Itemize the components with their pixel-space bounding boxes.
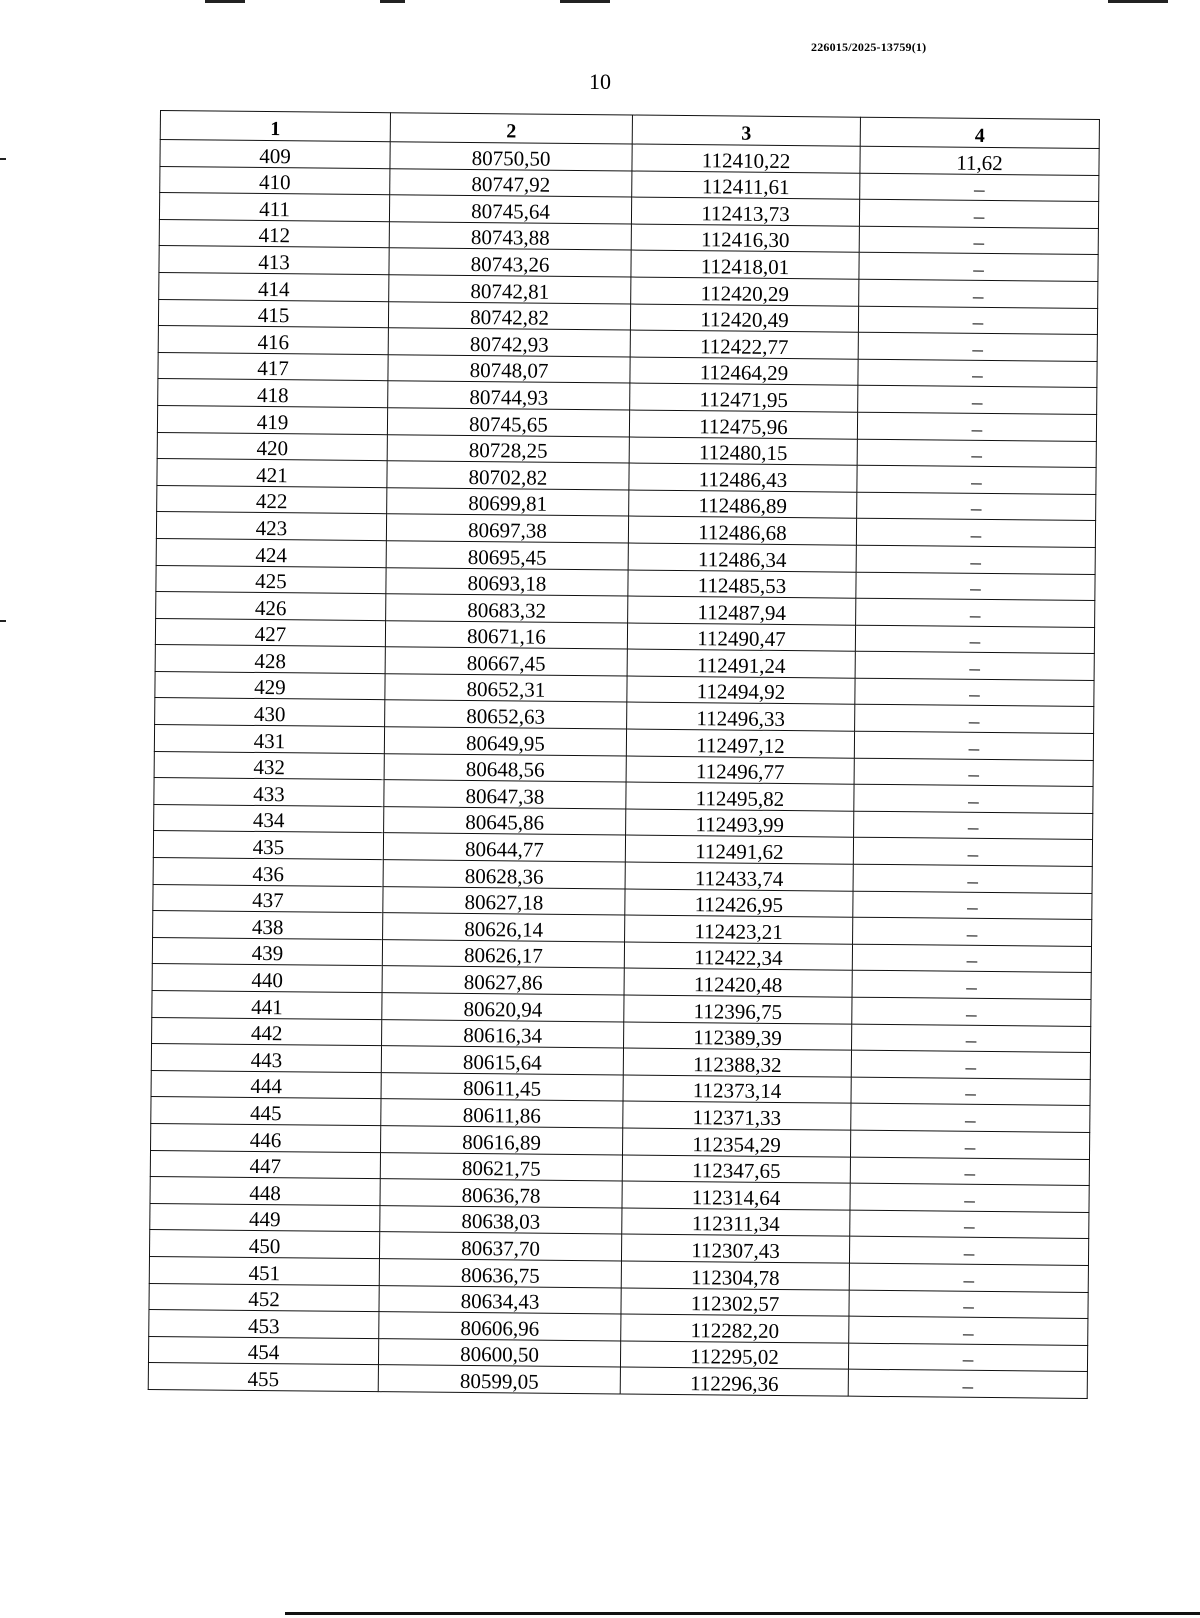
table-cell: 423 xyxy=(156,512,386,541)
table-cell: 80742,81 xyxy=(389,275,631,304)
table-cell: 430 xyxy=(155,698,385,727)
table-cell: 80647,38 xyxy=(384,780,626,809)
table-cell: 433 xyxy=(154,778,384,807)
table-cell: – xyxy=(857,465,1096,494)
table-cell: 80644,77 xyxy=(383,833,625,862)
table-cell: – xyxy=(856,519,1095,548)
table-cell: – xyxy=(855,678,1094,707)
table-cell: – xyxy=(854,758,1093,787)
table-cell: 80667,45 xyxy=(385,647,627,676)
table-cell: 439 xyxy=(152,937,382,966)
table-cell: 431 xyxy=(154,725,384,754)
table-cell: 112486,68 xyxy=(628,516,856,545)
table-cell: 112296,36 xyxy=(620,1367,848,1396)
table-cell: 417 xyxy=(158,352,388,381)
table-cell: – xyxy=(858,386,1097,415)
table-cell: 80636,78 xyxy=(380,1179,622,1208)
table-cell: 112411,61 xyxy=(632,171,860,200)
table-cell: 112388,32 xyxy=(623,1048,851,1077)
table-cell: 80745,64 xyxy=(389,195,631,224)
table-cell: 422 xyxy=(157,485,387,514)
table-cell: 80634,43 xyxy=(379,1285,621,1314)
table-cell: 412 xyxy=(159,219,389,248)
table-cell: 453 xyxy=(149,1310,379,1339)
table-cell: 112295,02 xyxy=(620,1341,848,1370)
table-cell: – xyxy=(852,971,1091,1000)
table-cell: – xyxy=(859,279,1098,308)
table-cell: 80745,65 xyxy=(387,408,629,437)
table-cell: 112418,01 xyxy=(631,250,859,279)
table-cell: 419 xyxy=(157,405,387,434)
table-cell: 80606,96 xyxy=(379,1312,621,1341)
scan-mark xyxy=(0,620,6,622)
table-cell: – xyxy=(848,1343,1087,1372)
table-cell: 11,62 xyxy=(860,146,1099,175)
table-cell: 112389,39 xyxy=(624,1022,852,1051)
table-cell: 112496,33 xyxy=(627,702,855,731)
table-cell: 80616,34 xyxy=(382,1019,624,1048)
column-header: 1 xyxy=(160,111,390,142)
table-cell: 428 xyxy=(155,645,385,674)
table-cell: 413 xyxy=(159,246,389,275)
table-cell: 80671,16 xyxy=(385,620,627,649)
table-cell: – xyxy=(850,1157,1089,1186)
table-cell: 436 xyxy=(153,858,383,887)
table-cell: 80743,26 xyxy=(389,248,631,277)
table-cell: 80615,64 xyxy=(381,1046,623,1075)
table-cell: – xyxy=(856,545,1095,574)
table-cell: 112491,62 xyxy=(625,835,853,864)
table-cell: 80611,86 xyxy=(381,1099,623,1128)
table-cell: 80636,75 xyxy=(379,1259,621,1288)
table-cell: 112480,15 xyxy=(629,437,857,466)
table-cell: 112426,95 xyxy=(625,889,853,918)
table-cell: 432 xyxy=(154,751,384,780)
table-cell: 112423,21 xyxy=(625,915,853,944)
table-cell: – xyxy=(855,705,1094,734)
table-cell: 80637,70 xyxy=(379,1232,621,1261)
table-cell: – xyxy=(860,173,1099,202)
table-cell: 112420,48 xyxy=(624,968,852,997)
table-cell: – xyxy=(859,226,1098,255)
table-cell: – xyxy=(855,651,1094,680)
table-cell: 80645,86 xyxy=(384,807,626,836)
table-cell: – xyxy=(857,412,1096,441)
table-cell: 80652,63 xyxy=(385,700,627,729)
table-cell: 80638,03 xyxy=(380,1205,622,1234)
table-cell: 437 xyxy=(153,884,383,913)
table-cell: – xyxy=(853,917,1092,946)
table-cell: – xyxy=(852,997,1091,1026)
table-cell: 80621,75 xyxy=(380,1152,622,1181)
table-cell: 80742,82 xyxy=(388,301,630,330)
table-cell: 418 xyxy=(158,379,388,408)
table-cell: 80652,31 xyxy=(385,674,627,703)
table-cell: 426 xyxy=(156,592,386,621)
table-cell: 112485,53 xyxy=(628,570,856,599)
table-cell: 112433,74 xyxy=(625,862,853,891)
table-cell: 112422,77 xyxy=(630,330,858,359)
table-cell: 112487,94 xyxy=(628,596,856,625)
table-cell: 435 xyxy=(153,831,383,860)
table-cell: 420 xyxy=(157,432,387,461)
table-cell: – xyxy=(854,784,1093,813)
table-cell: 80747,92 xyxy=(390,168,632,197)
table-cell: – xyxy=(858,306,1097,335)
table-cell: 455 xyxy=(148,1363,378,1392)
table-cell: 443 xyxy=(151,1044,381,1073)
table-cell: 451 xyxy=(149,1256,379,1285)
table-cell: 112420,49 xyxy=(630,304,858,333)
table-cell: 445 xyxy=(151,1097,381,1126)
table-cell: – xyxy=(859,199,1098,228)
table-cell: 112490,47 xyxy=(627,623,855,652)
top-scan-edge xyxy=(0,0,1200,4)
table-cell: 80626,17 xyxy=(382,939,624,968)
table-cell: 452 xyxy=(149,1283,379,1312)
table-cell: 112413,73 xyxy=(631,197,859,226)
table-cell: 112347,65 xyxy=(622,1155,850,1184)
table-cell: 112373,14 xyxy=(623,1075,851,1104)
table-cell: 80683,32 xyxy=(386,594,628,623)
table-cell: 112304,78 xyxy=(621,1261,849,1290)
table-cell: 80648,56 xyxy=(384,753,626,782)
table-cell: 112496,77 xyxy=(626,756,854,785)
table-cell: – xyxy=(848,1369,1087,1398)
table-cell: – xyxy=(856,598,1095,627)
table-cell: 448 xyxy=(150,1177,380,1206)
table-cell: 80599,05 xyxy=(378,1365,620,1394)
table-cell: – xyxy=(859,253,1098,282)
table-cell: 112307,43 xyxy=(621,1234,849,1263)
table-cell: – xyxy=(853,864,1092,893)
table-cell: 112464,29 xyxy=(630,357,858,386)
table-cell: 112314,64 xyxy=(622,1181,850,1210)
table-cell: 410 xyxy=(160,166,390,195)
table-cell: 421 xyxy=(157,459,387,488)
table-cell: 112302,57 xyxy=(621,1288,849,1317)
table-cell: 446 xyxy=(151,1123,381,1152)
table-cell: 112493,99 xyxy=(626,809,854,838)
table-cell: – xyxy=(851,1077,1090,1106)
table-cell: 112494,92 xyxy=(627,676,855,705)
column-header: 2 xyxy=(390,113,632,144)
table-cell: 112486,43 xyxy=(629,463,857,492)
table-cell: 112422,34 xyxy=(624,942,852,971)
table-cell: – xyxy=(855,625,1094,654)
bottom-scan-edge xyxy=(285,1612,1200,1615)
table-cell: 409 xyxy=(160,140,390,169)
table-cell: 80611,45 xyxy=(381,1072,623,1101)
table-cell: – xyxy=(858,332,1097,361)
page-number: 10 xyxy=(589,69,611,94)
table-cell: 415 xyxy=(158,299,388,328)
table-cell: 80697,38 xyxy=(386,514,628,543)
table-cell: 438 xyxy=(153,911,383,940)
table-cell: – xyxy=(856,572,1095,601)
table-cell: 416 xyxy=(158,326,388,355)
table-cell: 427 xyxy=(155,618,385,647)
table-cell: 80742,93 xyxy=(388,328,630,357)
table-cell: 442 xyxy=(152,1017,382,1046)
table-cell: 80616,89 xyxy=(381,1126,623,1155)
table-cell: – xyxy=(849,1263,1088,1292)
table-cell: 112311,34 xyxy=(622,1208,850,1237)
coordinates-table-wrapper xyxy=(148,110,1099,1399)
table-cell: 450 xyxy=(149,1230,379,1259)
table-cell: 80627,86 xyxy=(382,966,624,995)
table-cell: – xyxy=(849,1290,1088,1319)
table-cell: – xyxy=(852,1024,1091,1053)
table-cell: 80627,18 xyxy=(383,886,625,915)
table-cell: 429 xyxy=(155,671,385,700)
table-cell: 80600,50 xyxy=(378,1338,620,1367)
table-cell: – xyxy=(854,731,1093,760)
table-cell: 112354,29 xyxy=(622,1128,850,1157)
table-cell: 411 xyxy=(159,193,389,222)
table-body xyxy=(148,140,1099,1399)
table-cell: 425 xyxy=(156,565,386,594)
coordinates-table xyxy=(148,110,1100,1399)
table-cell: – xyxy=(857,492,1096,521)
table-cell: – xyxy=(853,891,1092,920)
column-header: 4 xyxy=(860,117,1099,148)
table-cell: – xyxy=(857,439,1096,468)
table-cell: 112497,12 xyxy=(626,729,854,758)
table-cell: 80695,45 xyxy=(386,541,628,570)
table-cell: 80702,82 xyxy=(387,461,629,490)
table-cell: 80628,36 xyxy=(383,860,625,889)
table-cell: 112495,82 xyxy=(626,782,854,811)
table-cell: – xyxy=(851,1104,1090,1133)
table-cell: 80620,94 xyxy=(382,993,624,1022)
table-cell: 434 xyxy=(154,804,384,833)
table-cell: 441 xyxy=(152,990,382,1019)
table-cell: 80693,18 xyxy=(386,567,628,596)
table-cell: – xyxy=(849,1237,1088,1266)
table-cell: – xyxy=(852,944,1091,973)
table-cell: 112396,75 xyxy=(624,995,852,1024)
table-cell: 112410,22 xyxy=(632,144,860,173)
table-cell: 80743,88 xyxy=(389,221,631,250)
table-cell: – xyxy=(858,359,1097,388)
table-cell: 112475,96 xyxy=(629,410,857,439)
table-cell: – xyxy=(849,1316,1088,1345)
table-cell: 424 xyxy=(156,538,386,567)
table-cell: 414 xyxy=(159,272,389,301)
column-header: 3 xyxy=(632,115,860,146)
table-cell: 112420,29 xyxy=(631,277,859,306)
table-cell: 454 xyxy=(148,1336,378,1365)
table-cell: 447 xyxy=(150,1150,380,1179)
table-cell: 112471,95 xyxy=(630,383,858,412)
table-cell: 112486,34 xyxy=(628,543,856,572)
table-cell: – xyxy=(851,1050,1090,1079)
table-cell: 80744,93 xyxy=(388,381,630,410)
table-cell: – xyxy=(850,1210,1089,1239)
table-cell: 112282,20 xyxy=(621,1314,849,1343)
scan-mark xyxy=(0,158,6,160)
table-cell: 80728,25 xyxy=(387,434,629,463)
table-cell: 112491,24 xyxy=(627,649,855,678)
table-cell: 444 xyxy=(151,1070,381,1099)
table-cell: 80626,14 xyxy=(383,913,625,942)
table-cell: 449 xyxy=(150,1203,380,1232)
table-cell: 80748,07 xyxy=(388,354,630,383)
table-cell: 112371,33 xyxy=(623,1101,851,1130)
table-cell: 112416,30 xyxy=(631,224,859,253)
table-cell: – xyxy=(850,1130,1089,1159)
document-number: 226015/2025-13759(1) xyxy=(811,40,927,54)
table-cell: 440 xyxy=(152,964,382,993)
table-cell: – xyxy=(850,1183,1089,1212)
table-cell: 112486,89 xyxy=(629,490,857,519)
table-cell: – xyxy=(854,811,1093,840)
table-cell: 80750,50 xyxy=(390,142,632,171)
table-cell: 80699,81 xyxy=(387,487,629,516)
table-cell: 80649,95 xyxy=(384,727,626,756)
table-cell: – xyxy=(853,838,1092,867)
